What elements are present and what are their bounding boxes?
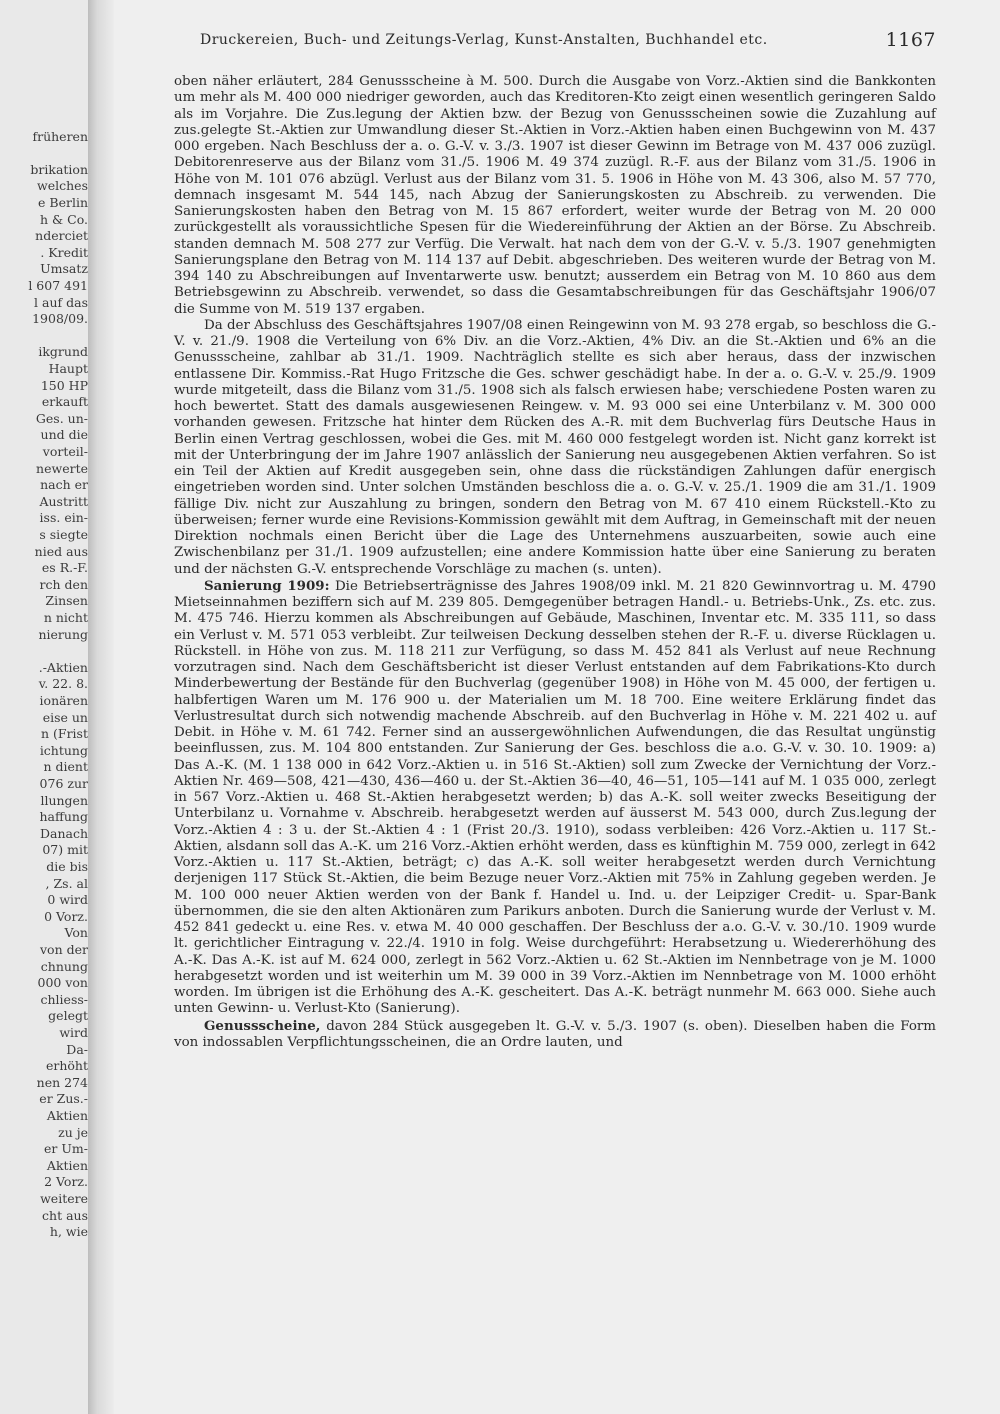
margin-line: nderciet xyxy=(35,228,88,244)
paragraph-text: oben näher erläutert, 284 Genussscheine à M. 500. Durch die Ausgabe von Vorz.-Aktien sind die Bankkonten um mehr als M. 400 000 niedriger geworden, auch das Kreditoren-Kto zeigt einen wesentlich geringeren Saldo als im Vorjahre. Die Zus.legung der Aktien bzw. der Bezug von Genussscheinen sowie die Zuzahlung auf zus.gelegte St.-Aktien zur Umwandlung dieser St.-Aktien in Vorz.-Aktien haben einen Buchgewinn von M. 437 000 ergeben. Nach Beschluss der a. o. G.-V. v. 3./3. 1907 ist dieser Gewinn im Betrage von M. 437 006 zuzügl. Debitorenreserve aus der Bilanz vom 31./5. 1906 M. 49 374 zuzügl. R.-F. aus der Bilanz vom 31./5. 1906 in Höhe von M. 101 076 abzügl. Verlust aus der Bilanz vom 31. 5. 1906 in Höhe von M. 43 306, also M. 57 770, demnach insgesamt M. 544 145, nach Abzug der Sanierungskosten zu Abschreib. zu verwenden. Die Sanierungskosten haben den Betrag von M. 15 867 erfordert, weiter wurde der Betrag von M. 20 000 zurückgestellt als voraussichtliche Spesen für die Wiedereinführung der Aktien an der Börse. Zu Abschreib. standen demnach M. 508 277 zur Verfüg. Die Verwalt. hat nach dem von der G.-V. v. 5./3. 1907 genehmigten Sanierungsplane den Betrag von M. 114 137 auf Debit. abgeschrieben. Des weiteren wurde der Betrag von M. 394 140 zu Abschreibungen auf Inventarwerte usw. benutzt; ausserdem ein Betrag von M. 10 860 aus dem Betriebsgewinn zu Abschreib. verwendet, so dass die Gesamtabschreibungen für das Geschäftsjahr 1906/07 die Summe von M. 519 137 ergaben. xyxy=(174,74,936,317)
margin-line: nach er xyxy=(40,477,88,493)
margin-line: es R.-F. xyxy=(41,560,88,576)
margin-line: s siegte xyxy=(39,527,88,542)
margin-line: ichtung xyxy=(39,742,88,758)
margin-line: .-Aktien xyxy=(38,659,88,675)
margin-line: llungen xyxy=(40,792,88,808)
margin-line: n (Frist xyxy=(41,726,88,742)
margin-line: Zinsen xyxy=(45,593,88,609)
margin-line: Austritt xyxy=(39,493,88,509)
margin-line: Da- xyxy=(66,1041,88,1057)
margin-line: eise un xyxy=(42,709,88,725)
margin-line: erkauft xyxy=(41,394,88,410)
margin-line: Aktien xyxy=(46,1157,88,1173)
margin-line: er Um- xyxy=(44,1141,88,1157)
margin-line: vorteil- xyxy=(42,444,88,459)
margin-line: iss. ein- xyxy=(39,510,88,526)
margin-line: chnung xyxy=(40,958,88,974)
margin-line: Umsatz xyxy=(40,261,88,277)
margin-line: Von xyxy=(64,925,88,941)
margin-line: brikation xyxy=(30,161,88,177)
margin-line: Aktien xyxy=(46,1108,88,1123)
paragraph-sanierung-1909 xyxy=(174,578,936,1018)
paragraph-text: davon 284 Stück ausgegeben lt. G.-V. v. 5./3. 1907 (s. oben). Dieselben haben die Form von indossablen Verpflichtungsscheinen, die an Ordre lauten, und xyxy=(174,1018,936,1050)
left-page-fragment xyxy=(0,0,88,1414)
margin-line: und die xyxy=(40,427,88,443)
margin-line: zu je xyxy=(58,1124,88,1140)
page-number: 1167 xyxy=(885,29,936,51)
paragraph-text: Da der Abschluss des Geschäftsjahres 1907/08 einen Reingewinn von M. 93 278 ergab, so beschloss die G.-V. v. 21./9. 1908 die Verteilung von 6% Div. an die Vorz.-Aktien, 4% Div. an die St.-Aktien und 6% an die Genussscheine, zahlbar ab 31./1. 1909. Nachträglich stellte es sich aber heraus, dass der inzwischen entlassene Dir. Kommiss.-Rat Hugo Fritzsche die Ges. schwer geschädigt habe. In der a. o. G.-V. v. 25./9. 1909 wurde mitgeteilt, dass die Bilanz vom 31./5. 1908 sich als falsch erwiesen habe; verschiedene Posten waren zu hoch bewertet. Statt des damals ausgewiesenen Reingew. v. M. 93 000 sei eine Unterbilanz v. M. 300 000 vorhanden gewesen. Fritzsche hat hinter dem Rücken des A.-R. mit dem Buchverlag fürs Deutsche Haus in Berlin einen Vertrag geschlossen, wobei die Ges. mit M. 460 000 festgelegt worden ist. Nicht ganz korrekt ist mit der Unterbringung der im Jahre 1907 anlässlich der Sanierung neu ausgegebenen Aktien verfahren. So ist ein Teil der Aktien auf Kredit ausgegeben sein, ohne dass die rückständigen Zahlungen dafür energisch eingetrieben worden sind. Unter solchen Umständen beschloss die a. o. G.-V. v. 25./1. 1909 die am 31./1. 1909 fällige Div. nicht zur Auszahlung zu bringen, sondern den Betrag von M. 67 410 einem Rückstell.-Kto zu überweisen; ferner wurde eine Revisions-Kommission gewählt mit dem Auftrag, in Gemeinschaft mit der neuen Direktion nochmals einen Bericht über die Lage des Unternehmens auszuarbeiten, sowie auch eine Zwischenbilanz per 31./1. 1909 aufzustellen; eine andere Kommission hatte über eine Sanierung zu beraten und der nächsten G.-V. entsprechende Vorschläge zu machen (s. unten). xyxy=(174,317,936,577)
margin-line: Ges. un- xyxy=(35,410,88,426)
margin-line: l 607 491 xyxy=(28,278,88,293)
margin-line: Danach xyxy=(39,825,88,841)
paragraph-sanierung-1907 xyxy=(174,74,936,318)
margin-line: wird xyxy=(59,1025,88,1040)
margin-line: 150 HP xyxy=(40,377,88,393)
margin-line: früheren xyxy=(32,128,88,144)
margin-line: von der xyxy=(40,942,88,957)
margin-line: rch den xyxy=(39,576,88,592)
margin-line: e Berlin xyxy=(38,195,88,210)
paragraph-text: Die Betriebserträgnisse des Jahres 1908/09 inkl. M. 21 820 Gewinnvortrag u. M. 4790 Mietseinnahmen beziffern sich auf M. 239 805. Demgegenüber betragen Handl.- u. Betriebs-Unk., Zs. etc. zus. M. 475 746. Hierzu kommen als Abschreibungen auf Gebäude, Maschinen, Inventar etc. M. 335 111, so dass ein Verlust v. M. 571 053 verbleibt. Zur teilweisen Deckung desselben stehen der R.-F. u. diverse Rücklagen u. Rückstell. in Höhe von zus. M. 118 211 zur Verfügung, so dass M. 452 841 als Verlust auf neue Rechnung vorzutragen sind. Nach dem Geschäftsbericht ist dieser Verlust entstanden auf dem Fabrikations-Kto durch Minderbewertung der Bestände für den Buchverlag (gegenüber 1908) in Höhe von M. 45 000, der fertigen u. halbfertigen Waren um M. 176 900 u. der Materialien um M. 18 700. Eine weitere Erklärung findet das Verlustresultat durch sich notwendig machende Abschreib. auf den Buchverlag in Höhe v. M. 221 402 u. auf Debit. in Höhe v. M. 61 742. Ferner sind an aussergewöhnlichen Aufwendungen, die das Resultat ungünstig beeinflussen, zus. M. 104 800 entstanden. Zur Sanierung der Ges. beschloss die a.o. G.-V. v. 30. 10. 1909: a) Das A.-K. (M. 1 138 000 in 642 Vorz.-Aktien u. in 516 St.-Aktien) soll zum Zwecke der Vernichtung der Vorz.-Aktien Nr. 469—508, 421—430, 436—460 u. der St.-Aktien 36—40, 46—51, 105—141 auf M. 1 035 000, zerlegt in 567 Vorz.-Aktien u. 468 St.-Aktien herabgesetzt werden; b) das A.-K. soll weiter zwecks Beseitigung der Unterbilanz u. Vornahme v. Abschreib. herabgesetzt werden auf äusserst M. 543 000, durch Zus.legung der Vorz.-Aktien 4 : 3 u. der St.-Aktien 4 : 1 (Frist 20./3. 1910), sodass verbleiben: 426 Vorz.-Aktien u. 117 St.-Aktien, alsdann soll das A.-K. um 216 Vorz.-Aktien erhöht werden, dass es künftighin M. 759 000, zerlegt in 642 Vorz.-Aktien u. 117 St.-Aktien, beträgt; c) das A.-K. soll weiter herabgesetzt werden durch Vernichtung derjenigen 117 Stück St.-Aktien, die beim Bezuge neuer Vorz.-Aktien mit 75% in Zahlung gegeben werden. Je M. 100 000 neuer Aktien werden von der Bank f. Handel u. Ind. u. der Leipziger Credit- u. Spar-Bank übernommen, die sie den alten Aktionären zum Parikurs anboten. Durch die Sanierung wurde der Verlust v. M. 452 841 gedeckt u. eine Res. v. etwa M. 40 000 geschaffen. Der Beschluss der a.o. G.-V. v. 30./10. 1909 wurde lt. gerichtlicher Eintragung v. 22./4. 1910 in folg. Weise durchgeführt: Herabsetzung u. Wiedererhöhung des A.-K. Das A.-K. ist auf M. 624 000, zerlegt in 562 Vorz.-Aktien u. 62 St.-Aktien im Nennbetrage von je M. 1000 herabgesetzt worden und ist weiterhin um M. 39 000 in 39 Vorz.-Aktien im Nennbetrage von M. 1000 erhöht worden. Im übrigen ist die Erhöhung des A.-K. gescheitert. Das A.-K. beträgt nunmehr M. 663 000. Siehe auch unten Gewinn- u. Verlust-Kto (Sanierung). xyxy=(174,578,937,1017)
paragraph-lead: Sanierung 1909: xyxy=(204,577,330,594)
margin-line: er Zus.- xyxy=(39,1091,88,1107)
margin-line: haffung xyxy=(39,809,88,825)
paragraph-lead: Genussscheine, xyxy=(204,1017,321,1034)
margin-line: . Kredit xyxy=(40,244,88,260)
margin-line: l auf das xyxy=(34,294,88,310)
margin-line: 07) mit xyxy=(42,842,88,858)
margin-line: v. 22. 8. xyxy=(38,676,88,692)
margin-line: nied aus xyxy=(34,543,88,559)
margin-line: n dient xyxy=(43,759,88,775)
margin-line: weitere xyxy=(40,1191,88,1206)
margin-line: nierung xyxy=(38,626,88,642)
margin-line: 0 wird xyxy=(47,892,88,908)
margin-line: chliess- xyxy=(40,991,88,1007)
margin-line: erhöht xyxy=(45,1058,88,1074)
margin-line: welches xyxy=(37,178,88,194)
margin-line: 076 zur xyxy=(39,776,88,791)
margin-line: newerte xyxy=(36,460,88,476)
margin-line: , Zs. al xyxy=(45,875,88,891)
margin-line: ionären xyxy=(39,693,88,708)
margin-line: 000 von xyxy=(37,975,88,991)
margin-line: n nicht xyxy=(43,610,88,625)
margin-line: h & Co. xyxy=(40,211,88,227)
running-title: Druckereien, Buch- und Zeitungs-Verlag, Kunst-Anstalten, Buchhandel etc. xyxy=(200,32,768,48)
margin-line: die bis xyxy=(46,859,88,874)
paragraph-genussscheine xyxy=(174,1018,936,1052)
margin-line: gelegt xyxy=(48,1008,88,1024)
margin-line: 2 Vorz. xyxy=(44,1174,88,1190)
margin-line: 1908/09. xyxy=(32,311,88,327)
margin-line: ikgrund xyxy=(38,344,88,360)
margin-line: cht aus xyxy=(42,1207,88,1223)
paragraph-abschluss-1907-08 xyxy=(174,318,936,578)
page-fold-shadow xyxy=(88,0,114,1414)
margin-line: Haupt xyxy=(48,361,88,376)
margin-line: h, wie xyxy=(49,1224,88,1240)
main-text-column xyxy=(174,74,936,1051)
margin-line: 0 Vorz. xyxy=(44,908,88,924)
margin-line: nen 274 xyxy=(36,1074,88,1090)
